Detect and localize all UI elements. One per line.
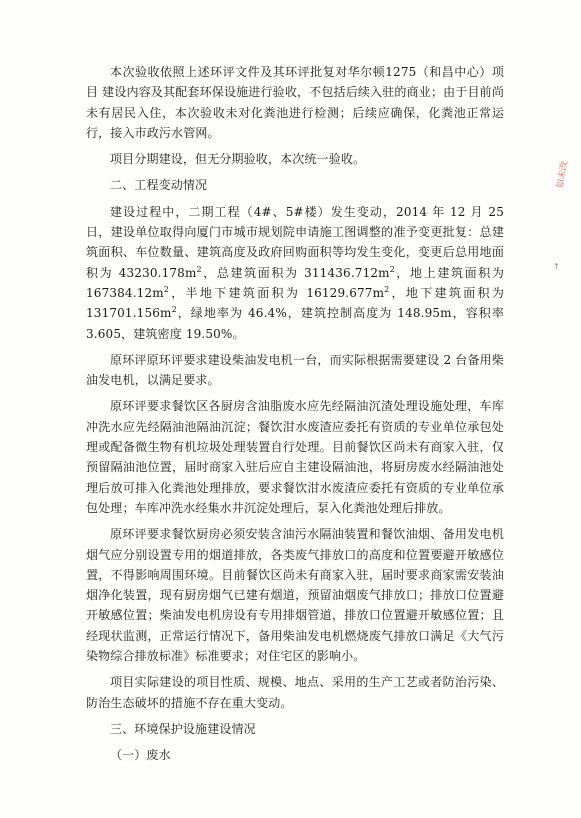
paragraph-wastewater-requirements: 原环评要求餐饮区各厨房含油脂废水应先经隔油沉渣处理设施处理，车库冲洗水应先经隔油池隔油沉淀；餐饮泔水废渣应委托有资质的专业单位承包处理或配备微生物有机垃圾处理装置自行处理。目前餐饮区尚未有商家入驻，仅预留隔油池位置，届时商家入驻后应自主建设隔油池，将厨房废水经隔油池处理后放可排入化粪池处理排放，要求餐饮泔水废渣应委托有资质的专业单位承包处理；车库冲洗水经集水井沉淀处理后，泵入化粪池处理后排放。 [86,399,504,515]
section-heading-environmental-facilities: 三、环境保护设施建设情况 [110,721,256,736]
section-heading-engineering-changes: 二、工程变动情况 [110,178,208,193]
paragraph-diesel-generator: 原环评原环评要求建设柴油发电机一台，而实际根据需要建设 2 台备用柴油发电机，以满足要求。 [86,352,504,388]
subheading-wastewater: （一）废水 [110,748,171,763]
paragraph-phased-construction: 项目分期建设，但无分期验收，本次统一验收。 [110,152,366,167]
margin-handwritten-note: 如未改 [555,160,571,189]
paragraph-no-major-changes: 项目实际建设的项目性质、规模、地点、采用的生产工艺或者防治污染、防治生态破坏的措施不存在重大变动。 [86,675,504,710]
margin-mark: ↑ [553,262,560,271]
document-body [86,62,504,766]
paragraph-exhaust-requirements: 原环评要求餐饮厨房必须安装含油污水隔油装置和餐饮油烟、备用发电机烟气应分别设置专用的烟道排放，各类废气排放口的高度和位置要避开敏感位置，不得影响周围环境。目前餐饮区尚未有商家入驻，届时要求商家需安装油烟净化装置，现有厨房烟气已建有烟道，预留油烟废气排放口；排放口位置避开敏感位置；柴油发电机房设有专用排烟管道，排放口位置避开敏感位置；且经现状监测，正常运行情况下，备用柴油发电机燃烧废气排放口满足《大气污染物综合排放标准》标准要求；对住宅区的影响小。 [86,527,504,664]
paragraph-acceptance-scope: 本次验收依照上述环评文件及其环评批复对华尔顿1275（和昌中心）项目 建设内容及其配套环保设施进行验收，不包括后续入驻的商业；由于目前尚未有居民入住，本次验收未对化粪池进行检测；后续应确保，化粪池正常运行，接入市政污水管网。 [86,65,504,140]
paragraph-construction-changes: 建设过程中，二期工程（4#、5#楼）发生变动，2014 年 12 月 25 日，建设单位取得向厦门市城市规划院申请施工图调整的准予变更批复：总建筑面积、车位数量、建筑高度及政府回购面积等均发生变化，变更后总用地面积为 $43230.178m^2$，总建筑面积为 $311436.712m^2$，地上建筑面积为 $167384.12m^2$，半地下建筑面积为 $16129.677m^2$，地下建筑面积为 $131701.156m^2$，绿地率为 46.4%，建筑控制高度为 148.95m，容积率 3.605，建筑密度 19.50%。 [86,204,505,341]
